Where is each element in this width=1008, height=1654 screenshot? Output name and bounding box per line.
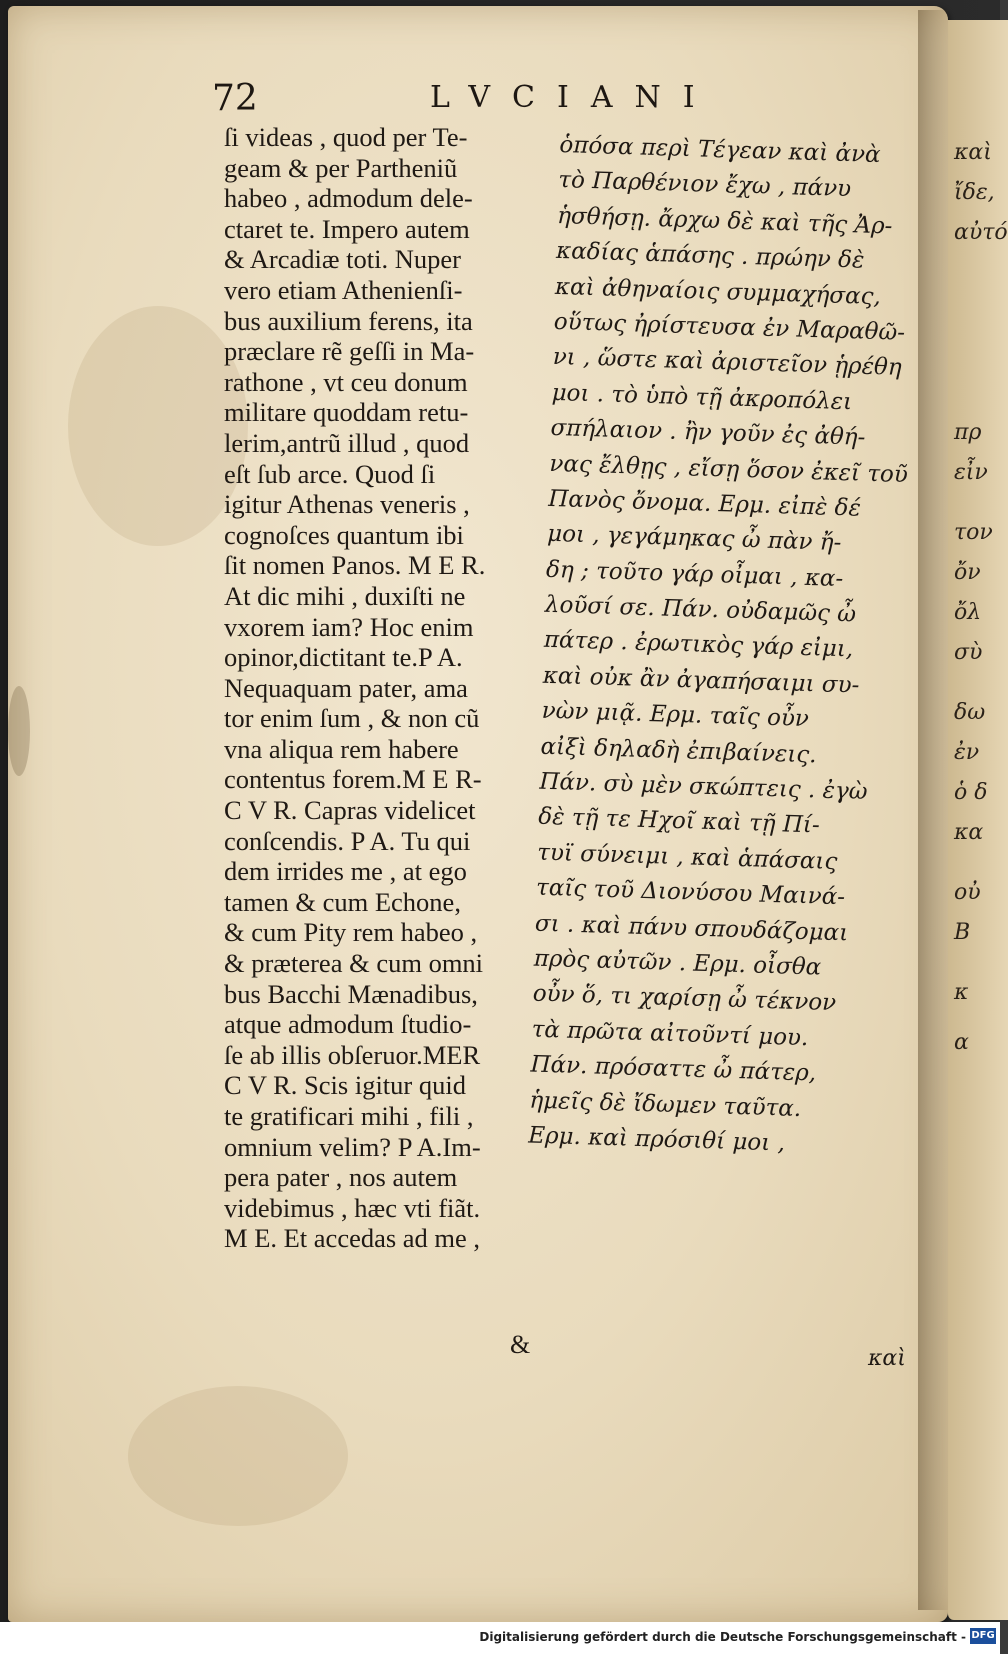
facing-page-fragment: ὄν bbox=[954, 560, 981, 585]
greek-text-line: καδίας ἁπάσης . πρώην δὲ bbox=[555, 238, 865, 274]
latin-text-line: At dic mihi , duxiſti ne bbox=[224, 580, 466, 611]
footer-bar bbox=[0, 1622, 1000, 1654]
greek-text-line: πρὸς αὐτῶν . Ερμ. οἶσθα bbox=[533, 945, 822, 981]
greek-text-line: σπήλαιον . ἢν γοῦν ἐς ἀθή- bbox=[550, 414, 866, 451]
running-title: LVCIANI bbox=[430, 80, 717, 115]
page-number: 72 bbox=[212, 78, 258, 119]
latin-text-line: bus Bacchi Mænadibus, bbox=[224, 978, 478, 1009]
greek-text-line: οὖν ὅ, τι χαρίσῃ ὦ τέκνον bbox=[532, 980, 837, 1017]
paper-stain bbox=[68, 306, 248, 546]
latin-text-line: habeo , admodum dele- bbox=[224, 183, 473, 214]
greek-text-line: Ερμ. καὶ πρόσιθί μοι , bbox=[527, 1122, 786, 1157]
greek-text-line: ταῖς τοῦ Διονύσου Μαινά- bbox=[535, 874, 846, 911]
latin-text-line: bus auxilium ferens, ita bbox=[224, 305, 473, 336]
facing-page-fragment: ὄλ bbox=[954, 600, 982, 625]
latin-text-line: tor enim ſum , & non cũ bbox=[224, 703, 480, 734]
greek-text-line: καὶ οὐκ ἂν ἀγαπήσαιμι συ- bbox=[542, 662, 860, 699]
paper-stain bbox=[128, 1386, 348, 1526]
greek-text-line: νι , ὥστε καὶ ἀριστεῖον ᾑρέθη bbox=[552, 344, 903, 382]
greek-text-line: τὰ πρῶτα αἰτοῦντί μου. bbox=[531, 1016, 809, 1052]
latin-text-line: ſit nomen Panos. M E R. bbox=[224, 550, 486, 581]
greek-text-line: νας ἔλθῃς , εἴσῃ ὅσον ἐκεῖ τοῦ bbox=[549, 450, 909, 488]
greek-text-line: νὼν μιᾷ. Ερμ. ταῖς οὖν bbox=[541, 697, 810, 733]
page-gutter-shadow bbox=[918, 10, 948, 1610]
greek-text-line: δὲ τῇ τε Ηχοῖ καὶ τῇ Πί- bbox=[537, 804, 821, 839]
greek-text-line: Πάν. πρόσαττε ὦ πάτερ, bbox=[530, 1051, 817, 1087]
latin-text-line: ctaret te. Impero autem bbox=[224, 213, 470, 244]
greek-text-line: Πανὸς ὄνομα. Ερμ. εἰπὲ δέ bbox=[547, 485, 862, 522]
latin-text-line: ſi videas , quod per Te- bbox=[224, 122, 468, 152]
latin-text-line: rathone , vt ceu donum bbox=[224, 366, 468, 397]
greek-text-line: δη ; τοῦτο γάρ οἶμαι , κα- bbox=[545, 556, 844, 592]
facing-page-fragment: δω bbox=[954, 700, 986, 725]
greek-text-line: οὕτως ἠρίστευσα ἐν Μαραθῶ- bbox=[553, 308, 906, 346]
latin-catchword: & bbox=[510, 1330, 531, 1359]
greek-text-line: ὁπόσα περὶ Τέγεαν καὶ ἀνὰ bbox=[559, 131, 881, 169]
facing-page-fragment: Β bbox=[954, 920, 971, 945]
latin-text-line: cognoſces quantum ibi bbox=[224, 519, 464, 550]
latin-text-line: & cum Pity rem habeo , bbox=[224, 917, 478, 948]
facing-page-fragment: πρ bbox=[954, 420, 982, 445]
latin-text-line: dem irrides me , at ego bbox=[224, 856, 467, 887]
greek-text-line: λοῦσί σε. Πάν. οὐδαμῶς ὦ bbox=[544, 591, 857, 628]
latin-text-line: & præterea & cum omni bbox=[224, 948, 484, 979]
facing-page-fragment: κα bbox=[954, 820, 984, 845]
greek-column bbox=[528, 128, 920, 1165]
latin-text-line: igitur Athenas veneris , bbox=[224, 489, 470, 520]
greek-text-line: τυϊ σύνειμι , καὶ ἁπάσαις bbox=[536, 839, 838, 875]
facing-page-fragment: αὐτό bbox=[954, 220, 1008, 245]
facing-page-fragment: ἐν bbox=[954, 740, 980, 765]
latin-text-line: eſt ſub arce. Quod ſi bbox=[224, 458, 436, 489]
facing-page-fragment: εἶν bbox=[954, 460, 988, 485]
greek-text-line: μοι , γεγάμηκας ὦ πὰν ἤ- bbox=[546, 521, 842, 557]
latin-text-line: omnium velim? P A.Im- bbox=[224, 1131, 481, 1162]
latin-text-line: Nequaquam pater, ama bbox=[224, 672, 468, 703]
facing-page-fragment: κ bbox=[954, 980, 969, 1005]
latin-text-line: conſcendis. P A. Tu qui bbox=[224, 825, 471, 856]
latin-text-line: vna aliqua rem habere bbox=[224, 733, 459, 764]
greek-text-line: αἰξὶ δηλαδὴ ἐπιβαίνεις. bbox=[540, 733, 817, 769]
latin-column bbox=[224, 122, 540, 1254]
greek-text-line: Πάν. σὺ μὲν σκώπτεις . ἐγὼ bbox=[539, 768, 868, 806]
facing-page-fragment: τον bbox=[954, 520, 993, 545]
facing-page-fragment: καὶ bbox=[954, 140, 992, 165]
greek-catchword: καὶ bbox=[868, 1346, 906, 1371]
greek-text-line: μοι . τὸ ὑπὸ τῇ ἀκροπόλει bbox=[551, 379, 853, 416]
greek-text-line: ἡμεῖς δὲ ἴδωμεν ταῦτα. bbox=[529, 1087, 802, 1122]
latin-text-line: contentus forem.M E R- bbox=[224, 764, 482, 795]
greek-text-line: ἡσθήσῃ. ἄρχω δὲ καὶ τῆς Ἀρ- bbox=[556, 202, 893, 240]
facing-page-fragment: σὺ bbox=[954, 640, 983, 665]
latin-text-line: præclare rẽ geſſi in Ma- bbox=[224, 336, 475, 367]
facing-page-fragment: ὁ δ bbox=[954, 780, 988, 805]
binding-mark bbox=[8, 686, 30, 776]
facing-page-fragment: ἴδε, bbox=[954, 180, 995, 205]
page-header bbox=[212, 78, 732, 122]
greek-text-line: σι . καὶ πάνυ σπουδάζομαι bbox=[534, 910, 849, 947]
dfg-logo: DFG bbox=[970, 1628, 996, 1644]
greek-text-line: καὶ ἀθηναίοις συμμαχήσας, bbox=[554, 273, 882, 310]
latin-text-line: videbimus , hæc vti fiãt. bbox=[224, 1192, 481, 1223]
latin-text-line: vero etiam Athenienſi- bbox=[224, 274, 463, 305]
latin-text-line: C V R. Scis igitur quid bbox=[224, 1070, 466, 1101]
latin-text-line: pera pater , nos autem bbox=[224, 1162, 458, 1193]
latin-text-line: te gratificari mihi , fili , bbox=[224, 1101, 474, 1131]
latin-text-line: opinor,dictitant te.P A. bbox=[224, 642, 463, 673]
latin-text-line: C V R. Capras videlicet bbox=[224, 795, 476, 826]
funding-credit: Digitalisierung gefördert durch die Deutsche Forschungsgemeinschaft - bbox=[479, 1630, 966, 1644]
facing-page-fragment: α bbox=[954, 1030, 969, 1055]
greek-text-line: τὸ Παρθένιον ἔχω , πάνυ bbox=[557, 167, 852, 203]
latin-text-line: militare quoddam retu- bbox=[224, 397, 469, 428]
latin-text-line: ſe ab illis obſeruor.MER bbox=[224, 1039, 481, 1070]
latin-text-line: & Arcadiæ toti. Nuper bbox=[224, 244, 461, 275]
latin-text-line: geam & per Partheniũ bbox=[224, 152, 458, 183]
greek-text-line: πάτερ . ἐρωτικὸς γάρ εἰμι, bbox=[543, 627, 854, 663]
latin-text-line: vxorem iam? Hoc enim bbox=[224, 611, 474, 642]
latin-text-line: M E. Et accedas ad me , bbox=[224, 1223, 481, 1254]
latin-text-line: lerim,antrũ illud , quod bbox=[224, 427, 470, 458]
latin-text-line: atque admodum ſtudio- bbox=[224, 1009, 472, 1040]
facing-page-fragment: οὐ bbox=[954, 880, 981, 905]
facing-page-edge bbox=[948, 20, 1008, 1620]
latin-text-line: tamen & cum Echone, bbox=[224, 886, 461, 917]
